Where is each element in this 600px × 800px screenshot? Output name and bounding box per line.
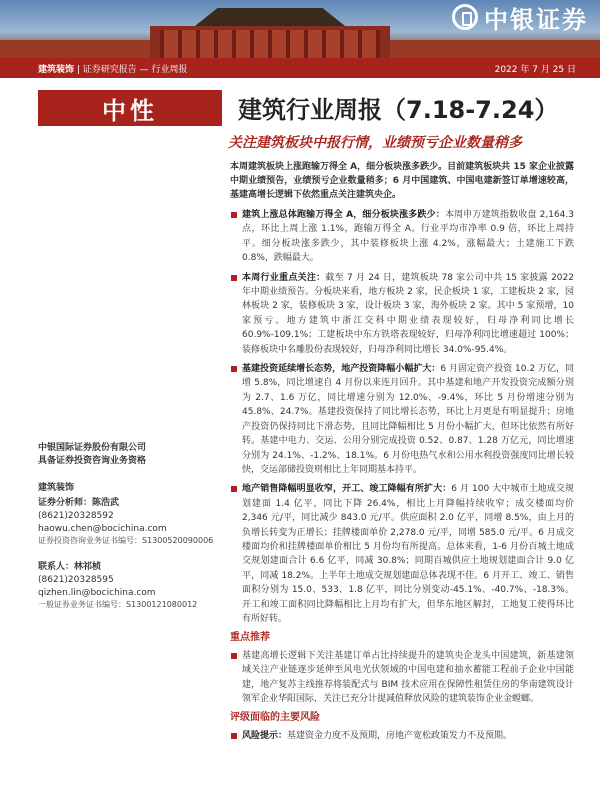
- bank-of-china-logo-icon: [452, 4, 478, 30]
- recommend-heading: 重点推荐: [230, 632, 270, 644]
- brand-logo-text: 中银证券: [484, 5, 588, 34]
- bullet-item: 地产销售降幅明显收窄，开工、竣工降幅有所扩大：6 月 100 大中城市土地成交规划建面 1.4 亿平，同比下降 26.4%，相比上月降幅持续收窄；成交楼面均价 2,346 元/平，同比减少 843.0 元/平。供应面积 2.0 亿平，同增 8.5%，由上月的负增长转变为正增长；挂牌楼面单价 2,278.0 元/平，同增 585.0 元/平。6 月成交楼面均价和挂牌楼面单价相比 5 月份均有所提高。总体来看，1-6 月份百城土地成交规划建面合计 6.6 亿平，同减 30.8%；同期百城供应土地规划建面合计 9.0 亿平，同减 18.2%。上半年土地成交规划建面总体表现不佳。6 月开工、竣工、销售面积分别为 15.0、533、1.8 亿平，同比分别变动-45.1%、-40.7%、-18.3%。开工和竣工面积同比降幅相比上月均有扩大，但华东地区解封，工地复工使得环比有所好转。: [230, 482, 574, 626]
- contact-phone: (8621)20328595: [38, 575, 114, 585]
- lead-summary: 本周建筑板块上涨跑输万得全 A，细分板块涨多跌少。目前建筑板块共 15 家企业披露中期业绩预告，业绩预亏企业数量稍多；6 月中国建筑、中国电建新签订单增速较高，基建高增长逻辑下依然重点关注建筑央企。: [230, 162, 574, 200]
- header-info-bar: [0, 58, 600, 78]
- main-column: [230, 208, 574, 748]
- org-qualification: 具备证券投资咨询业务资格: [38, 456, 147, 466]
- analyst-phone: (8621)20328592: [38, 511, 114, 521]
- report-title: 建筑行业周报（7.18-7.24）: [238, 96, 559, 124]
- analyst-cert: 证券投资咨询业务证书编号：S1300520090006: [38, 536, 214, 545]
- analyst-sidebar: [38, 442, 218, 611]
- contact-cert: 一般证券业务证书编号：S1300121080012: [38, 600, 198, 609]
- bullet-item: 基建投资延续增长态势，地产投资降幅小幅扩大：6 月固定资产投资 10.2 万亿，同增 5.8%，同比增速自 4 月份以来连月回升。其中基建和地产开发投资完成额分别为 2.7、1.6 万亿，同比增速分别为 12.0%、-9.4%，环比 5 月份增速分别为 45.8%、24.7%。基建投资保持了同比增长态势，环比上月更是有明显提升；房地产投资仍保持同比下滑态势，且同比降幅相比 5 月份小幅扩大，但环比依然有所好转。基建中电力、交运、公用分别完成投资 0.52、0.87、1.28 万亿元，同比增速分别为 24.1%、-1.2%、18.1%。6 月份电热气水和公用水利投资强度同比增长较快，交运部储投资则相比上年同期基本持平。: [230, 362, 574, 477]
- report-category: 建筑装饰 | 证券研究报告 — 行业周报: [38, 64, 188, 75]
- contact-email[interactable]: qizhen.lin@bocichina.com: [38, 587, 156, 598]
- risk-item: 风险提示：基建资金力度不及预期，房地产宽松政策发力不及预期。: [230, 729, 574, 743]
- recommend-item: 基建高增长逻辑下关注基建订单占比持续提升的建筑央企龙头中国建筑，新基建领域关注产业链逐步延伸至风电光伏领域的中国电建和抽水蓄能工程前子企业中国能建，地产复苏主线推荐将装配式与 BIM 技术应用在保障性租赁住房的华南建筑设计领军企业华阳国际，关注已充分计提减值释放风险的建筑装饰企业金螳螂。: [230, 649, 574, 707]
- header-banner-photo: [0, 0, 600, 58]
- bullet-item: 本周行业重点关注：截至 7 月 24 日，建筑板块 78 家公司中共 15 家披露 2022 年中期业绩预告。分板块来看，地方板块 2 家，民企板块 1 家，工建板块 2 家，园林板块 2 家，装修板块 3 家，设计板块 3 家，海外板块 2 家。其中 5 家预增，10 家预亏。地方建筑中浙江交科中期业绩表现较好，归母净利同比增长 60.9%-109.1%；工建板块中东方铁塔表现较好，归母净利同比增速超过 100%；装修板块中名雕股份表现较好，归母净利同比增长 34.0%-95.4%。: [230, 271, 574, 357]
- banner-roof: [195, 8, 345, 26]
- analyst-name: 证券分析师：陈浩武: [38, 498, 120, 508]
- sector-name: 建筑装饰: [38, 483, 75, 493]
- org-name: 中银国际证券股份有限公司: [38, 443, 147, 453]
- banner-pillars: [160, 30, 380, 58]
- bullet-item: 建筑上涨总体跑输万得全 A，细分板块涨多跌少：本周申万建筑指数收盘 2,164.3 点，环比上周上涨 1.1%，跑输万得全 A。行业平均市净率 0.9 倍，环比上周持平。细分板块涨多跌少，其中装修板块上涨 4.2%，涨幅最大；土建施工下跌 0.8%，跌幅最大。: [230, 208, 574, 266]
- rating-badge: 中性: [38, 90, 222, 126]
- risk-heading: 评级面临的主要风险: [230, 712, 320, 724]
- report-date: 2022 年 7 月 25 日: [494, 64, 576, 75]
- report-subtitle: 关注建筑板块中报行情，业绩预亏企业数量稍多: [228, 135, 522, 151]
- brand-logo: [452, 0, 588, 34]
- analyst-email[interactable]: haowu.chen@bocichina.com: [38, 523, 167, 534]
- contact-name: 联系人：林祁桢: [38, 562, 102, 572]
